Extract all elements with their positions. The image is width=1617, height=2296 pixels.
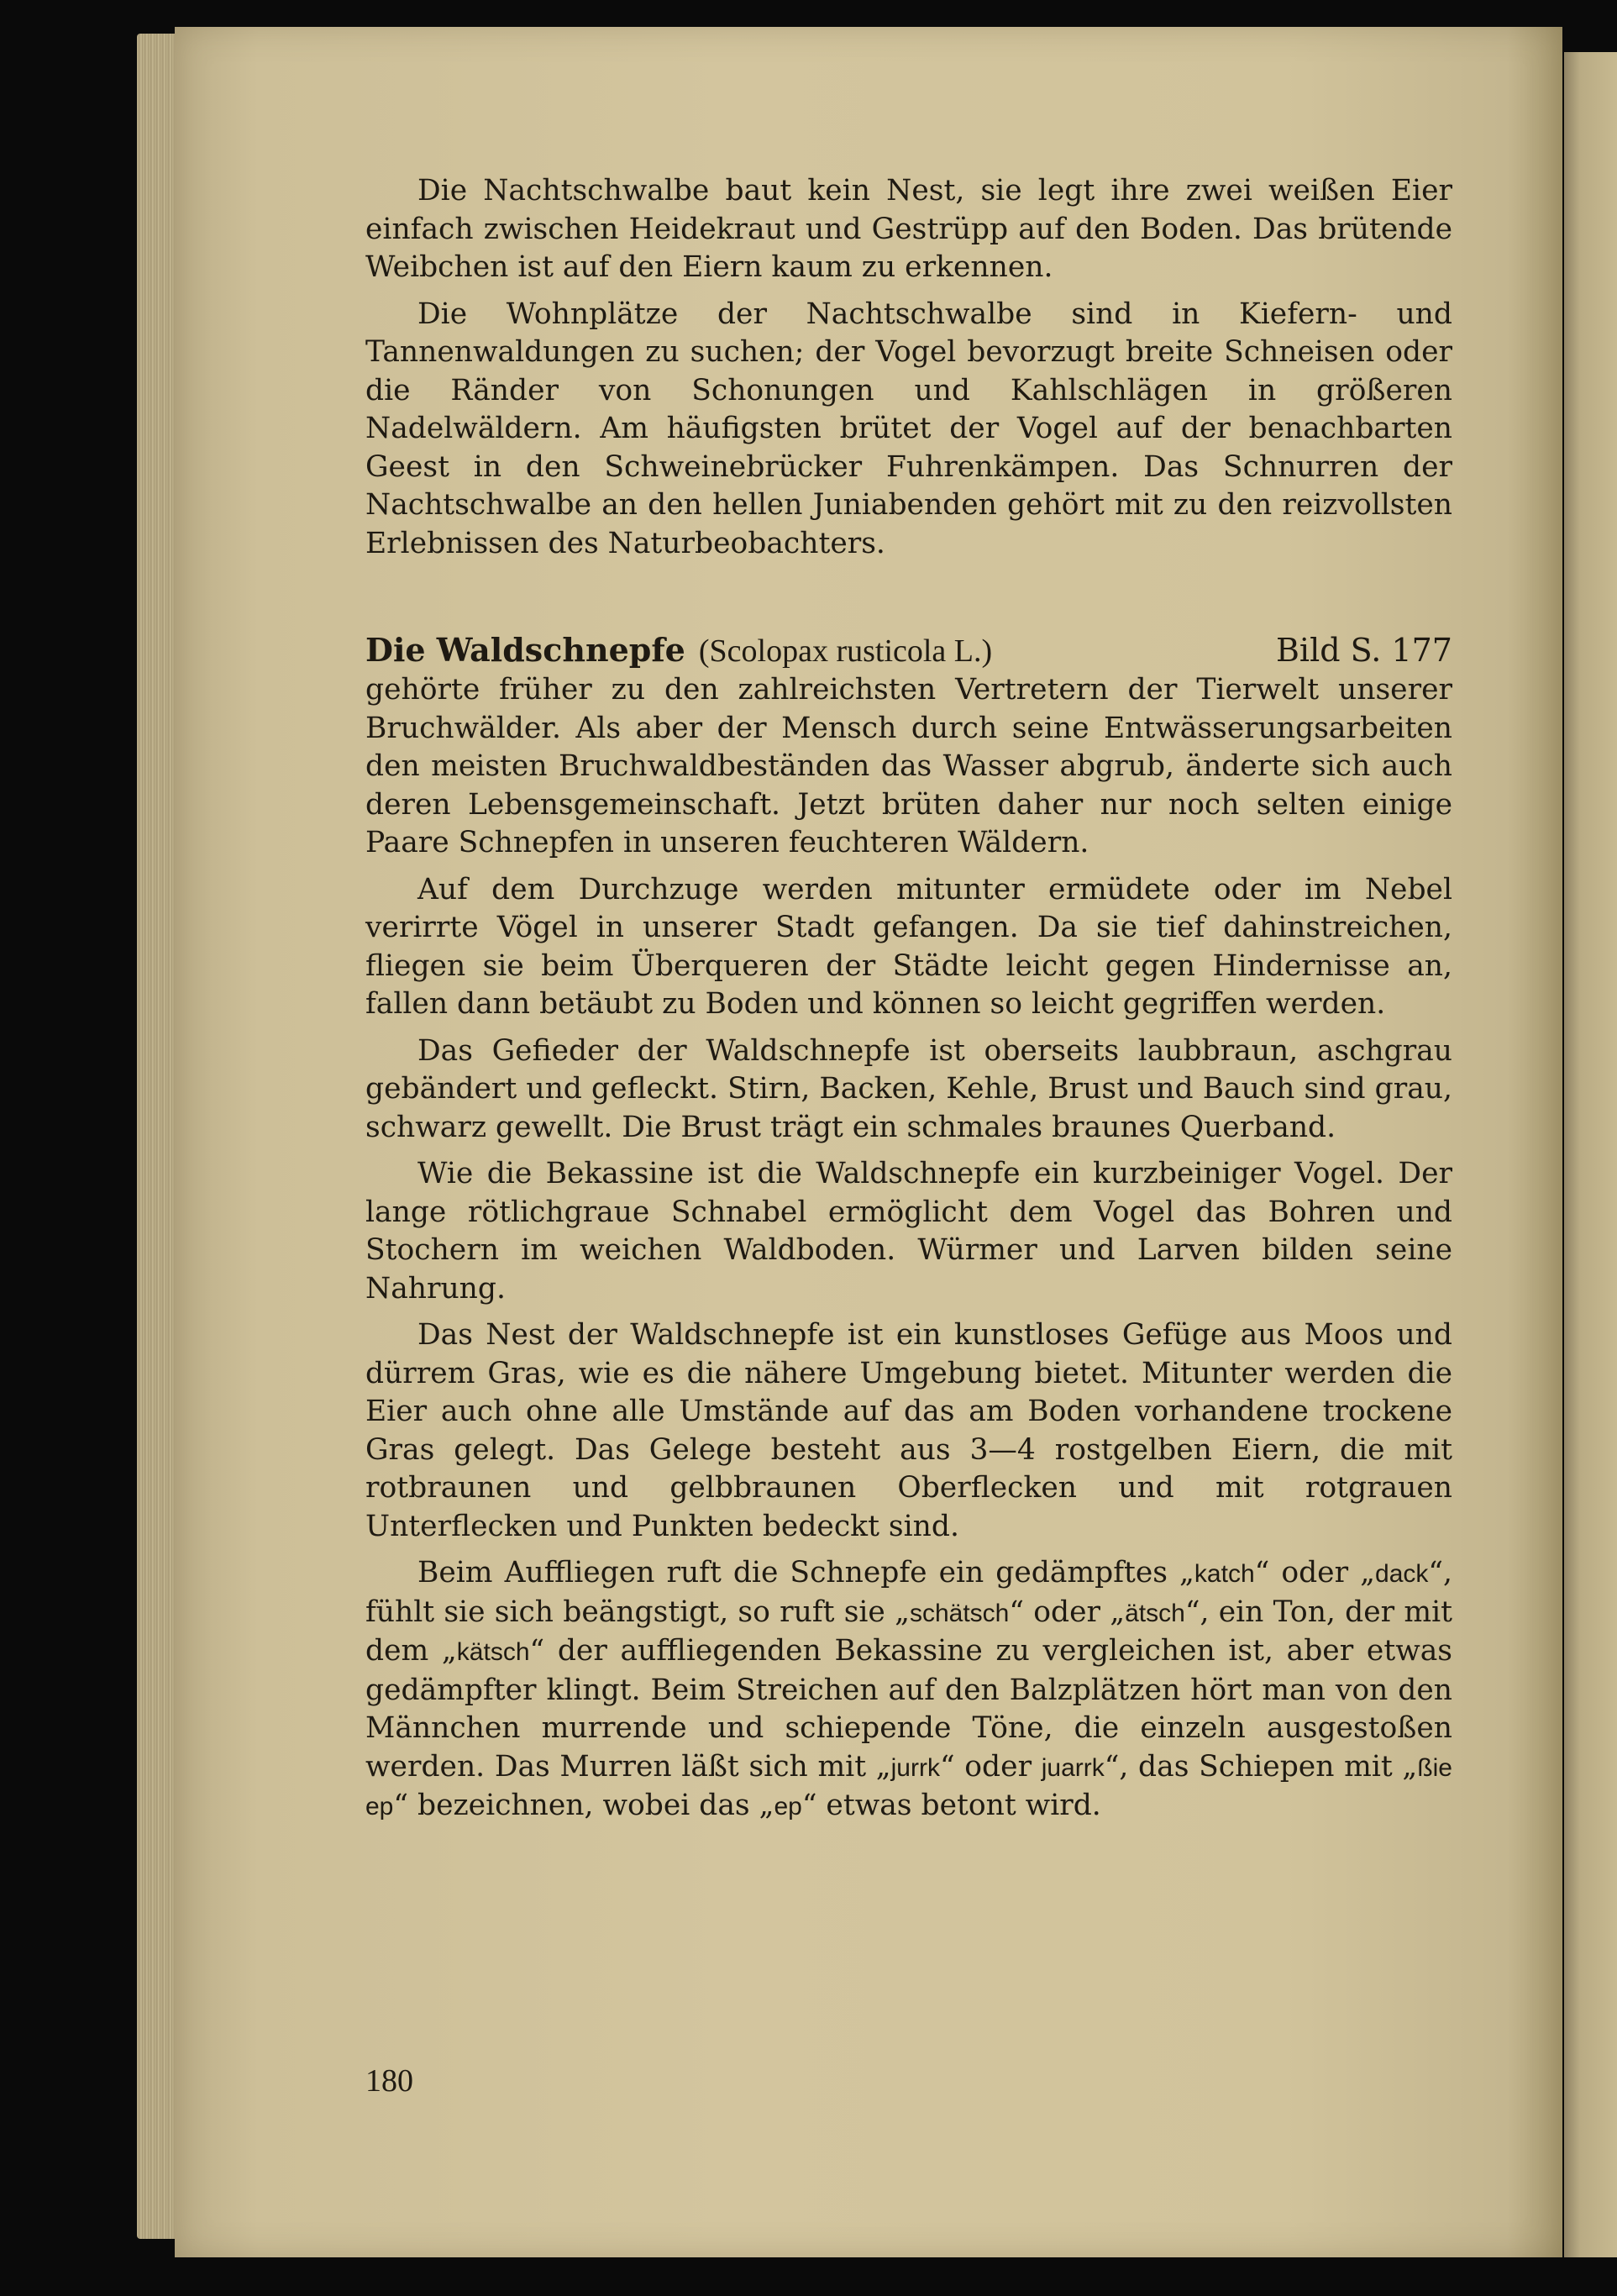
paragraph-habitat: Die Wohnplätze der Nachtschwalbe sind in Kiefern- und Tannenwaldungen zu suchen; der Vogel bevorzugt breite Schneisen oder die Ränder von Schonungen und Kahlschlägen in größeren Nadelwäldern. Am häufigsten brütet der Vogel auf der benachbarten Geest in den Schweinebrücker Fuhrenkämpen. Das Schnurren der Nachtschwalbe an den hellen Juniabenden gehört mit zu den reizvollsten Erlebnissen des Naturbeobachters. [365,297,1452,560]
page-body [365,172,1452,1826]
paragraph-nesting: Das Nest der Waldschnepfe ist ein kunstloses Gefüge aus Moos und dürrem Gras, wie es die nähere Umgebung bietet. Mitunter werden die Eier auch ohne alle Umstände auf das am Boden vorhandene trockene Gras gelegt. Das Gelege besteht aus 3—4 rostgelben Eiern, die mit rotbraunen und gelbbraunen Oberflecken und mit rotgrauen Unterflecken und Punkten bedeckt sind. [365,1318,1452,1543]
calls-text-10: “ etwas betont wird. [801,1789,1101,1822]
calls-text-2: “ oder „ [1254,1556,1376,1589]
scientific-name: (Scolopax rusticola L.) [698,633,993,669]
calls-text-7: “ oder [939,1749,1042,1784]
next-page-edge [1564,52,1617,2257]
section-heading [365,630,1452,671]
call-sample-2: dack [1375,1560,1429,1588]
paragraph-anatomy: Wie die Bekassine ist die Waldschnepfe ein kurzbeiniger Vogel. Der lange rötlichgraue Schnabel ermöglicht dem Vogel das Bohren und Stochern im weichen Waldboden. Würmer und Larven bilden seine Nahrung. [365,1157,1452,1306]
calls-text-9: “ bezeichnen, wobei das „ [393,1789,774,1822]
call-sample-5: kätsch [456,1638,530,1666]
figure-reference: Bild S. 177 [1275,632,1452,669]
calls-text-4: “ oder „ [1009,1595,1126,1629]
call-sample-6: jurrk [890,1753,940,1782]
paragraph-nest: Die Nachtschwalbe baut kein Nest, sie legt ihre zwei weißen Eier einfach zwischen Heidekraut und Gestrüpp auf den Boden. Das brütende Weibchen ist auf den Eiern kaum zu erkennen. [365,174,1452,284]
calls-text-6: “ der auffliegenden Bekassine zu vergleichen ist, aber etwas gedämpfter klingt. Beim Streichen auf den Balzplätzen hört man von den Männchen murrende und schiepende Töne, die einzeln ausgestoßen werden. Das Murren läßt sich mit „ [365,1634,1452,1784]
paragraph-calls [365,1554,1452,1826]
paragraph-migration: Auf dem Durchzuge werden mitunter ermüdete oder im Nebel verirrte Vögel in unserer Stadt gefangen. Da sie tief dahinstreichen, fliegen sie beim Überqueren der Städte leicht gegen Hindernisse an, fallen dann betäubt zu Boden und können so leicht gegriffen werden. [365,872,1452,1021]
page-number: 180 [365,2063,413,2099]
paragraph-history: gehörte früher zu den zahlreichsten Vertretern der Tierwelt unserer Bruchwälder. Als aber der Mensch durch seine Entwässerungsarbeiten den meisten Bruchwaldbeständen das Wasser abgrub, änderte sich auch deren Lebensgemeinschaft. Jetzt brüten daher nur noch selten einige Paare Schnepfen in unseren feuchteren Wäldern. [365,673,1452,859]
calls-text-8: “, das Schiepen mit „ [1104,1749,1418,1784]
paragraph-plumage: Das Gefieder der Waldschnepfe ist oberseits laubbraun, aschgrau gebändert und gefleckt. Stirn, Backen, Kehle, Brust und Bauch sind grau, schwarz gewellt. Die Brust trägt ein schmales braunes Querband. [365,1033,1452,1144]
call-sample-3: schätsch [909,1599,1010,1627]
call-sample-8: ßie ep [365,1753,1452,1821]
call-sample-7: juarrk [1041,1753,1105,1782]
call-sample-1: katch [1194,1560,1255,1588]
section-waldschnepfe [365,630,1452,1826]
call-sample-9: ep [774,1793,802,1821]
calls-text-1: Beim Auffliegen ruft die Schnepfe ein gedämpftes „ [417,1556,1194,1589]
call-sample-4: ätsch [1125,1599,1185,1627]
section-title: Die Waldschnepfe [365,631,685,669]
calls-text-5: “, ein Ton, der mit dem „ [365,1595,1452,1668]
calls-text-3: “, fühlt sie sich beängstigt, so ruft sie „ [365,1556,1452,1629]
